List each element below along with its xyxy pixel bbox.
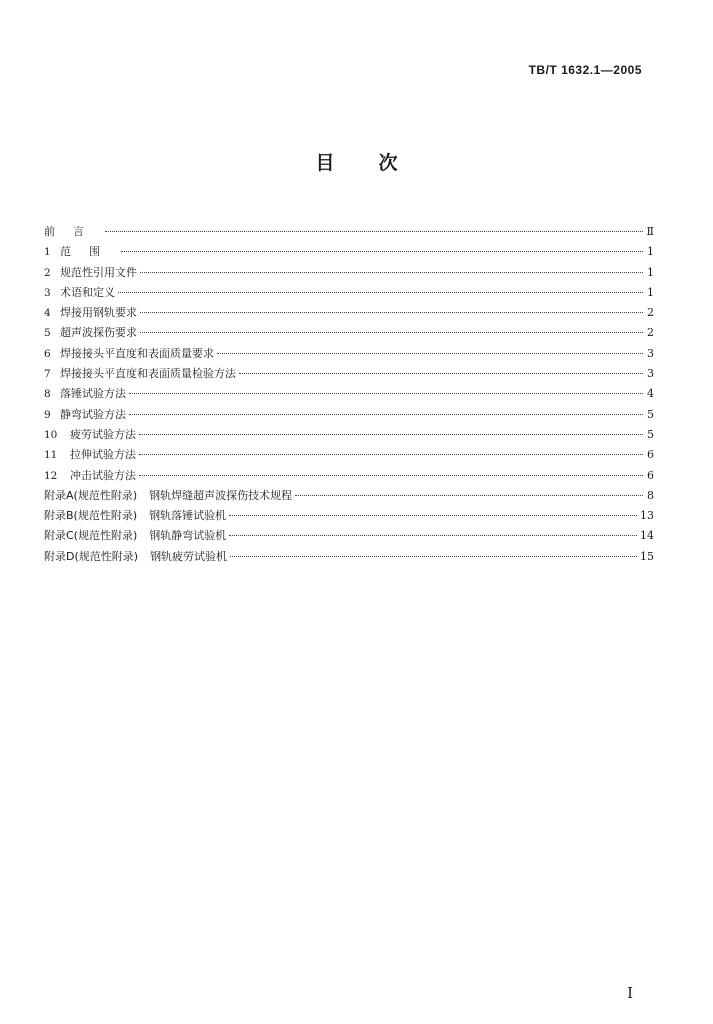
dot-leader: [229, 515, 637, 516]
toc-entry-page: 1: [647, 245, 654, 259]
toc-entry-page: 1: [647, 265, 654, 279]
toc-entry[interactable]: [44, 344, 654, 364]
toc-entry-page: 4: [647, 387, 654, 401]
toc-entry-number: 8: [44, 388, 51, 401]
table-of-contents: [44, 222, 654, 567]
toc-entry-appendix[interactable]: [44, 547, 654, 567]
dot-leader: [230, 556, 637, 557]
toc-entry-title: 疲劳试验方法: [70, 427, 136, 441]
toc-entry-appendix[interactable]: [44, 506, 654, 526]
toc-entry[interactable]: [44, 283, 654, 303]
toc-entry[interactable]: [44, 384, 654, 404]
toc-entry-number: 11: [44, 449, 58, 462]
dot-leader: [139, 434, 643, 435]
toc-entry-number: 4: [44, 307, 51, 320]
toc-entry-title: 术语和定义: [60, 285, 115, 299]
toc-entry-title: 焊接用钢轨要求: [60, 306, 137, 320]
toc-entry-page: 5: [647, 407, 654, 421]
dot-leader: [139, 475, 643, 476]
toc-entry-title: 前言: [44, 225, 102, 238]
toc-entry[interactable]: [44, 364, 654, 384]
toc-entry[interactable]: [44, 242, 654, 262]
toc-entry-title: 落锤试验方法: [60, 387, 126, 401]
toc-entry-page: 5: [647, 427, 654, 441]
toc-entry[interactable]: [44, 425, 654, 445]
toc-entry-page: 13: [640, 509, 654, 523]
toc-entry-title: 范围: [60, 245, 118, 259]
toc-entry-page: 2: [647, 326, 654, 340]
standard-code: TB/T 1632.1—2005: [528, 63, 642, 77]
toc-appendix-label: 附录C(规范性附录): [44, 529, 138, 543]
toc-entry-number: 5: [44, 327, 51, 340]
toc-entry-title: 焊接接头平直度和表面质量要求: [60, 346, 214, 360]
dot-leader: [239, 373, 643, 374]
dot-leader: [229, 535, 637, 536]
toc-appendix-label: 附录D(规范性附录): [44, 549, 139, 563]
toc-entry-title: 拉伸试验方法: [70, 448, 136, 462]
toc-entry-number: 3: [44, 286, 51, 299]
toc-entry-title: 钢轨疲劳试验机: [150, 549, 228, 563]
toc-entry-page: 2: [647, 306, 654, 320]
toc-entry-page: 3: [647, 346, 654, 360]
toc-entry-number: 1: [44, 246, 51, 259]
toc-entry-page: 1: [647, 285, 654, 299]
toc-entry-page: 3: [647, 367, 654, 381]
toc-entry-page: 8: [647, 488, 654, 502]
toc-entry-number: 12: [44, 469, 58, 482]
toc-entry[interactable]: [44, 405, 654, 425]
toc-entry-number: 2: [44, 266, 51, 279]
toc-entry-title: 冲击试验方法: [70, 468, 136, 482]
dot-leader: [121, 251, 643, 252]
toc-entry-title: 钢轨焊缝超声波探伤技术规程: [149, 488, 293, 502]
dot-leader: [118, 292, 643, 293]
dot-leader: [140, 332, 643, 333]
toc-entry-number: 9: [44, 408, 51, 421]
toc-entry[interactable]: [44, 323, 654, 343]
toc-entry-number: 7: [44, 368, 51, 381]
page-title: 目次: [315, 152, 442, 174]
dot-leader: [129, 393, 643, 394]
toc-entry-title: 规范性引用文件: [60, 265, 137, 279]
toc-entry-appendix[interactable]: [44, 526, 654, 546]
toc-entry-title: 超声波探伤要求: [60, 326, 137, 340]
toc-entry-page: 6: [647, 468, 654, 482]
toc-entry-title: 静弯试验方法: [60, 407, 126, 421]
dot-leader: [140, 312, 643, 313]
dot-leader: [129, 414, 643, 415]
dot-leader: [217, 353, 643, 354]
toc-entry-title: 焊接接头平直度和表面质量检验方法: [60, 367, 236, 381]
toc-entry-page: 14: [640, 529, 654, 543]
toc-entry-title: 钢轨落锤试验机: [149, 509, 227, 523]
toc-entry-page: Ⅱ: [646, 225, 654, 238]
toc-entry[interactable]: [44, 445, 654, 465]
toc-entry-page: 6: [647, 448, 654, 462]
toc-entry[interactable]: [44, 466, 654, 486]
toc-appendix-label: 附录B(规范性附录): [44, 509, 138, 523]
toc-entry-page: 15: [640, 549, 654, 563]
page-number: I: [627, 984, 633, 1002]
toc-entry[interactable]: [44, 263, 654, 283]
toc-entry-title: 钢轨静弯试验机: [149, 529, 227, 543]
dot-leader: [139, 454, 643, 455]
toc-entry-foreword[interactable]: [44, 222, 654, 242]
dot-leader: [105, 231, 643, 232]
toc-entry[interactable]: [44, 303, 654, 323]
toc-appendix-label: 附录A(规范性附录): [44, 488, 138, 502]
dot-leader: [295, 495, 643, 496]
toc-entry-appendix[interactable]: [44, 486, 654, 506]
dot-leader: [140, 272, 643, 273]
toc-entry-number: 10: [44, 428, 58, 441]
toc-entry-number: 6: [44, 347, 51, 360]
